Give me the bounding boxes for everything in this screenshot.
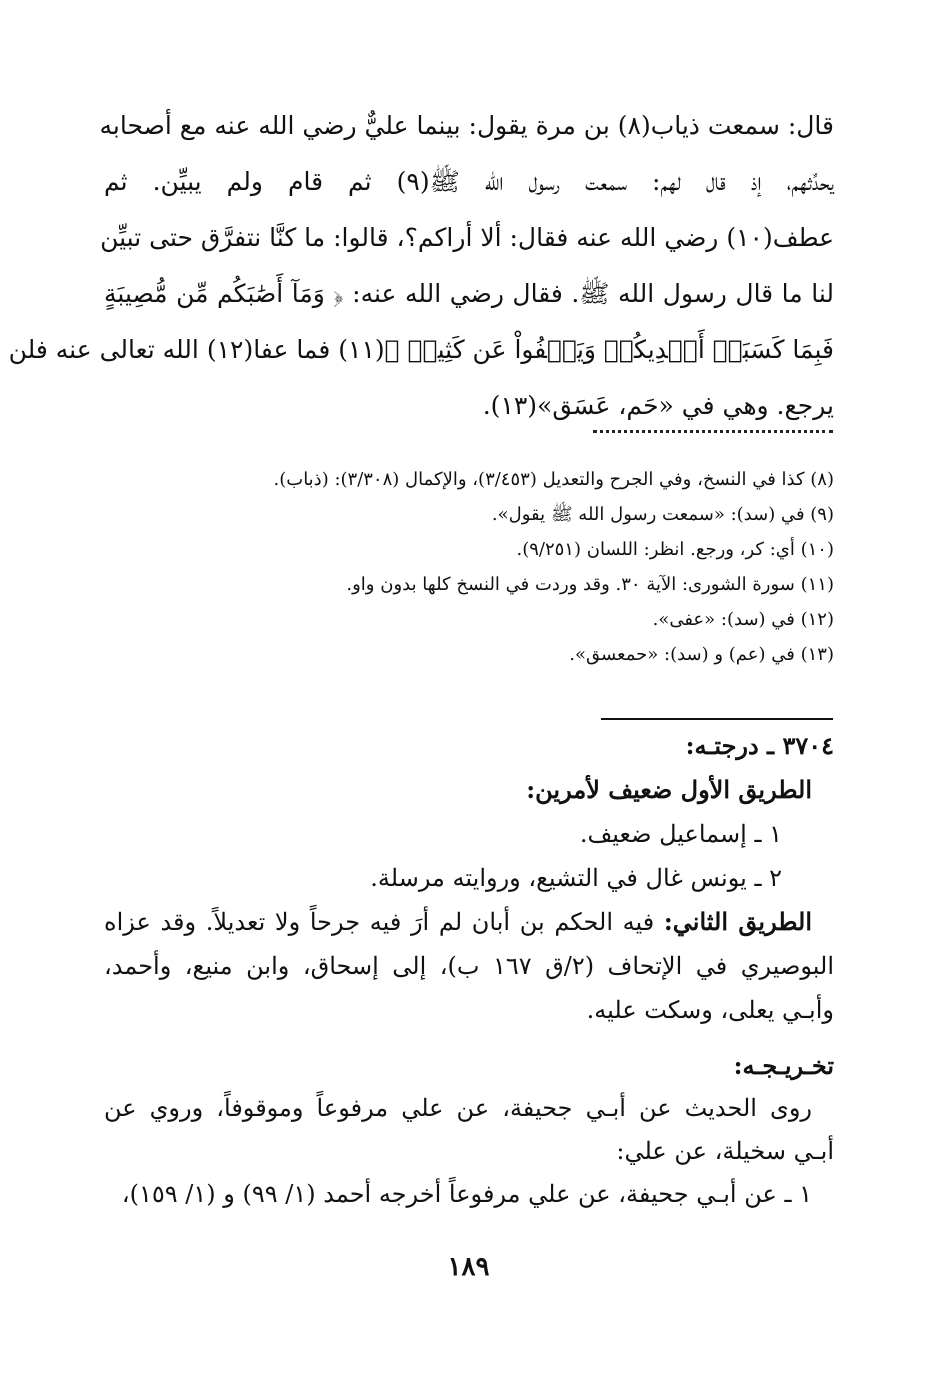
second-path-line: البوصيري في الإتحاف (٢/ق ١٦٧ ب)، إلى إسحاق، وابن منيع، وأحمد، — [104, 952, 834, 980]
main-text-line: عطف(١٠) رضي الله عنه فقال: ألا أراكم؟، قالوا: ما كنَّا نتفرَّق حتى تبيِّن — [100, 223, 834, 252]
footnotes-block — [104, 462, 834, 672]
main-text-line: فَبِمَا كَسَبَتۡ أَيۡدِيكُمۡ وَيَعۡفُواْ عَن كَثِيرٖ ﴾(١١) فما عفا(١٢) الله تعالى عنه فلن — [8, 335, 834, 364]
second-path-line: وأبـي يعلى، وسكت عليه. — [586, 996, 834, 1024]
second-path-text: فيه الحكم بن أبان لم أرَ فيه جرحاً ولا تعديلاً. وقد عزاه — [104, 908, 655, 936]
grade-section — [104, 724, 834, 1032]
footnote: (٨) كذا في النسخ، وفي الجرح والتعديل (٣/٤٥٣)، والإكمال (٣/٣٠٨): (ذباب). — [273, 469, 834, 490]
reason-item: ٢ ـ يونس غال في التشيع، وروايته مرسلة. — [370, 864, 782, 892]
takhrij-section — [104, 1044, 834, 1216]
main-text-line: لنا ما قال رسول الله ﷺ. فقال رضي الله عنه: ﴿ وَمَآ أَصَٰبَكُم مِّن مُّصِيبَةٍ — [104, 279, 834, 308]
footnote-separator — [593, 430, 833, 433]
second-path-label: الطريق الثاني: — [663, 907, 812, 936]
footnote: (٩) في (سد): «سمعت رسول الله ﷺ يقول». — [491, 504, 834, 525]
footnote: (١٠) أي: كر، ورجع. انظر: اللسان (٩/٢٥١). — [516, 539, 834, 560]
reason-item: ١ ـ إسماعيل ضعيف. — [579, 820, 782, 848]
footnote: (١١) سورة الشورى: الآية ٣٠. وقد وردت في النسخ كلها بدون واو. — [346, 574, 834, 595]
page-number: ١٨٩ — [447, 1252, 490, 1282]
section-divider — [601, 718, 833, 720]
first-path-label: الطريق الأول ضعيف لأمرين: — [526, 775, 812, 804]
main-text-line: يحدِّثهم، إذ قال لهم: سمعت رسول الله ﷺ(٩) ثم قام ولم يبيِّن. ثم — [104, 167, 834, 196]
takhrij-line: روى الحديث عن أبـي جحيفة، عن علي مرفوعاً وموقوفاً، وروي عن — [104, 1094, 812, 1122]
main-text-block — [8, 98, 834, 434]
takhrij-line: ١ ـ عن أبـي جحيفة، عن علي مرفوعاً أخرجه أحمد (١/ ٩٩) و (١/ ١٥٩)، — [121, 1180, 812, 1208]
grade-heading: ٣٧٠٤ ـ درجتـه: — [685, 731, 834, 760]
takhrij-heading: تخـريـجـه: — [733, 1051, 834, 1080]
takhrij-line: أبـي سخيلة، عن علي: — [616, 1137, 834, 1165]
second-path-line — [104, 900, 834, 944]
main-text-line: يرجع. وهي في «حَم، عَسَق»(١٣). — [482, 391, 834, 420]
main-text-line: قال: سمعت ذياب(٨) بن مرة يقول: بينما عليٌّ رضي الله عنه مع أصحابه — [99, 111, 834, 140]
footnote: (١٢) في (سد): «عفى». — [652, 609, 834, 630]
footnote: (١٣) في (عم) و (سد): «حمعسق». — [569, 644, 834, 665]
